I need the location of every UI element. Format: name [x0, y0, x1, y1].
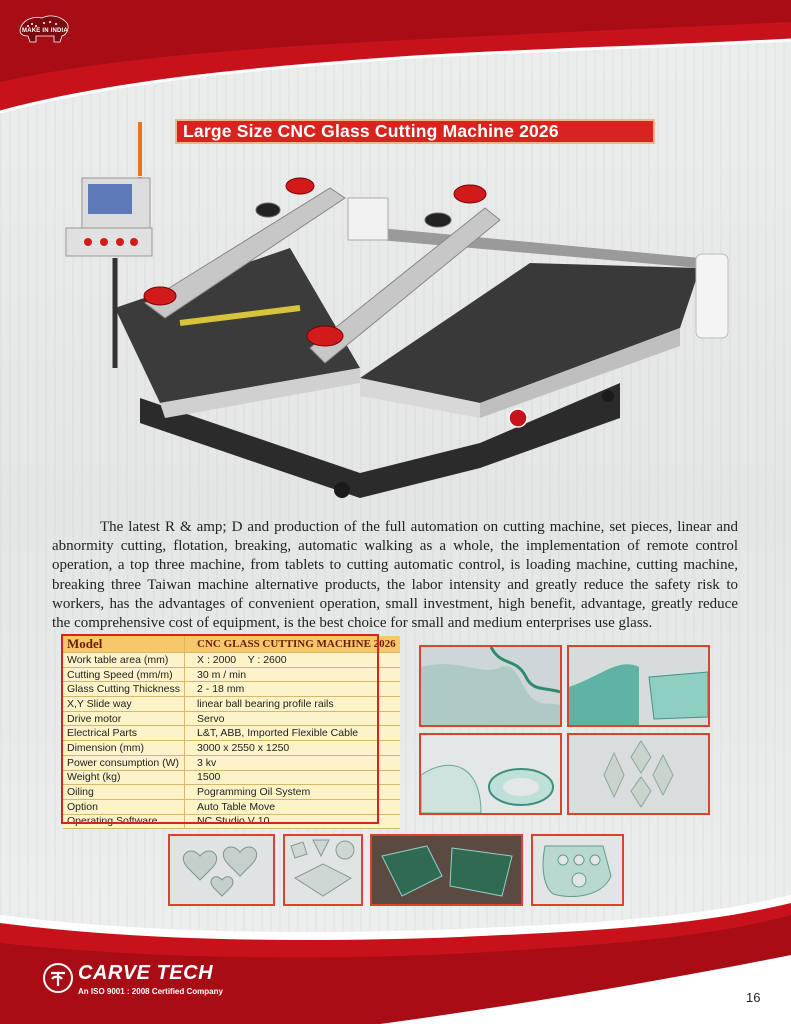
carve-tech-logo — [42, 962, 74, 994]
spec-value: L&T, ABB, Imported Flexible Cable — [185, 726, 400, 741]
spec-label: Cutting Speed (mm/m) — [63, 667, 185, 682]
spec-label: Option — [63, 799, 185, 814]
spec-value: 30 m / min — [185, 667, 400, 682]
spec-value: NC Studio V 10 — [185, 814, 400, 829]
spec-value: 2 - 18 mm — [185, 682, 400, 697]
spec-label: Work table area (mm) — [63, 653, 185, 668]
page-number: 16 — [746, 990, 761, 1005]
machine-image — [60, 168, 740, 508]
spec-value: 3 kv — [185, 755, 400, 770]
spec-label: Drive motor — [63, 711, 185, 726]
spec-header-value: CNC GLASS CUTTING MACHINE 2026 — [185, 636, 400, 653]
spec-label: Weight (kg) — [63, 770, 185, 785]
glass-sample-image — [567, 645, 710, 727]
spec-table-frame — [61, 634, 379, 824]
spec-header-label: Model — [63, 636, 185, 653]
footer-wave — [0, 895, 791, 1024]
spec-value: Pogramming Oil System — [185, 785, 400, 800]
spec-label: Oiling — [63, 785, 185, 800]
make-in-india-text: MAKE IN INDIA — [22, 28, 68, 34]
spec-value: 3000 x 2550 x 1250 — [185, 741, 400, 756]
spec-label: Dimension (mm) — [63, 741, 185, 756]
spec-label: Glass Cutting Thickness — [63, 682, 185, 697]
header-wave — [0, 0, 791, 120]
footer-brand: CARVE TECH — [78, 962, 214, 984]
spec-value: linear ball bearing profile rails — [185, 697, 400, 712]
page-title: Large Size CNC Glass Cutting Machine 2026 — [183, 121, 559, 141]
spec-label: Electrical Parts — [63, 726, 185, 741]
spec-value: X : 2000 Y : 2600 — [185, 653, 400, 668]
title-box — [175, 119, 655, 144]
spec-label: Power consumption (W) — [63, 755, 185, 770]
spec-value: 1500 — [185, 770, 400, 785]
glass-sample-image — [419, 645, 562, 727]
spec-label: X,Y Slide way — [63, 697, 185, 712]
spec-label: Operating Software — [63, 814, 185, 829]
spec-value: Auto Table Move — [185, 799, 400, 814]
glass-sample-image — [419, 733, 562, 815]
glass-sample-image — [567, 733, 710, 815]
intro-paragraph: The latest R & amp; D and production of the full automation on cutting machine, set pieces, linear and abnormity cutting, flotation, breaking, automatic walking as a whole, the implementation of remote control operation, a top three machine, from tablets to cutting automatic control, is loading machine, cutting machine, breaking three Taiwan machine alternative products, the labor intensity and greatly reduce the safety risk to workers, has the advantages of convenient operation, small investment, high benefit, advantage, greatly reduce the comprehensive cost of equipment, is the best choice for small and medium enterprises use glass. — [52, 519, 738, 632]
spec-value: Servo — [185, 711, 400, 726]
footer-certification: An ISO 9001 : 2008 Certified Company — [78, 987, 223, 996]
